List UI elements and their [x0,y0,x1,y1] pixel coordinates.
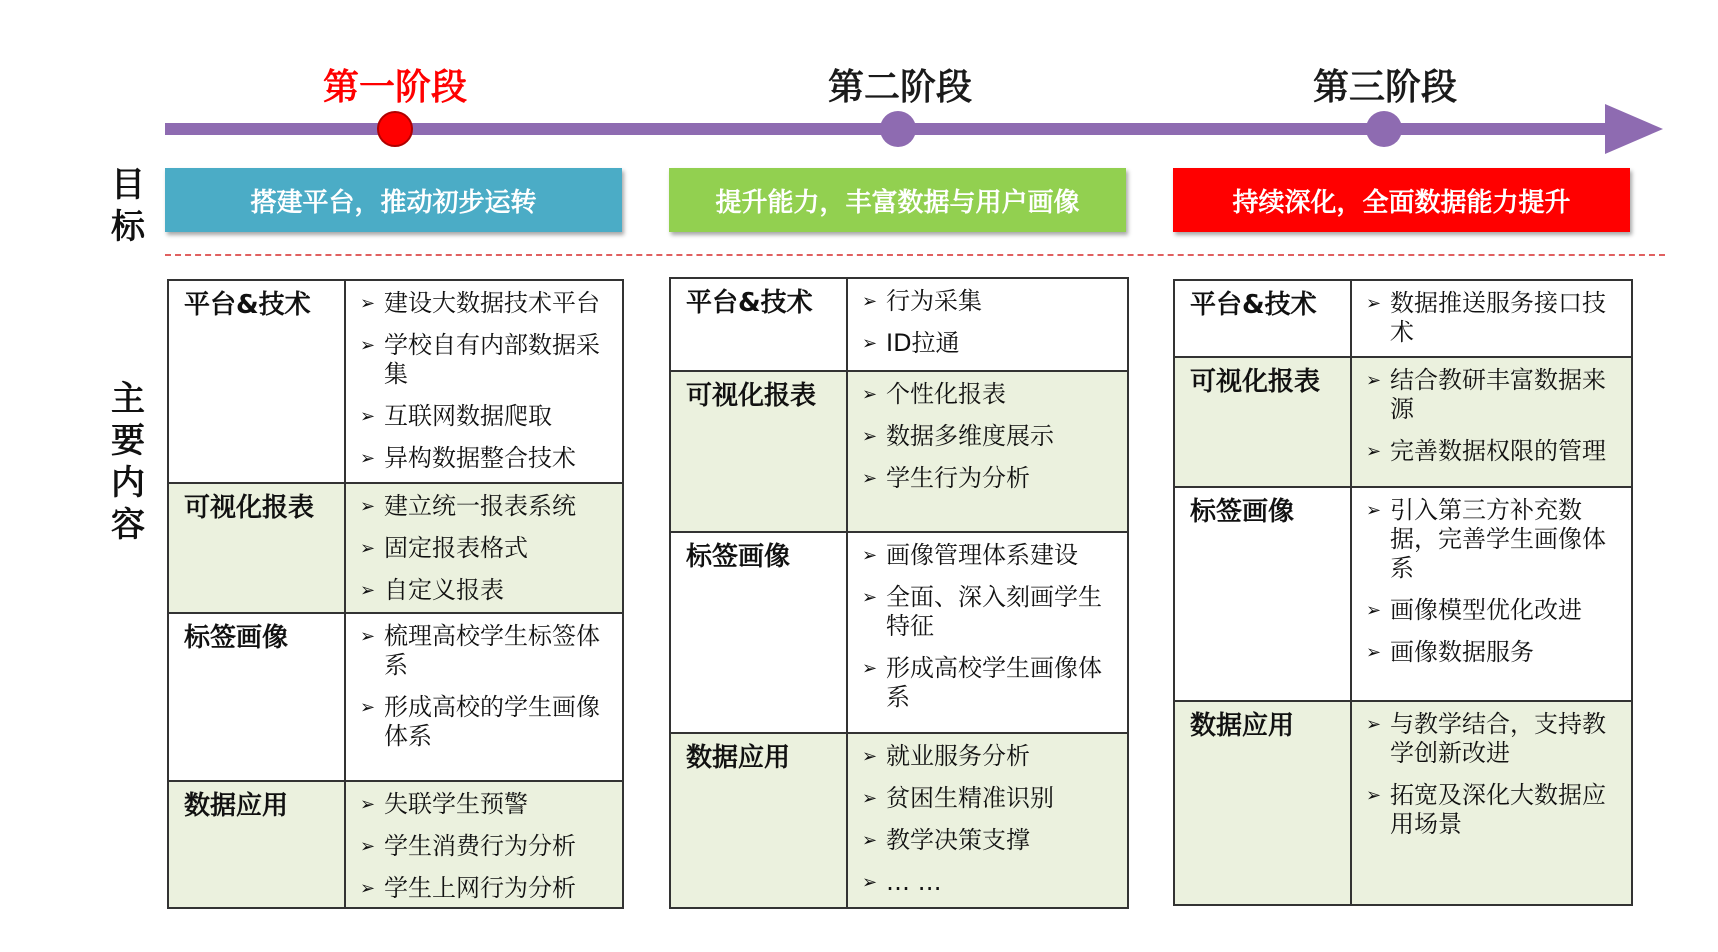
stage-1-label: 第一阶段 [322,67,467,108]
content-table-stage-2 [669,277,1129,909]
list-item: ➢ 异构数据整合技术 [362,444,612,473]
row-category: 标签画像 [671,533,848,732]
list-item: ➢ 画像管理体系建设 [864,541,1117,570]
table-row [169,482,622,612]
row-category: 数据应用 [671,734,848,907]
dashed-divider [165,254,1665,256]
row-category: 数据应用 [1175,702,1352,904]
list-item: ➢ 失联学生预警 [362,790,612,819]
content-table-stage-3 [1173,279,1633,906]
table-row [1175,356,1631,486]
content-table-stage-1 [167,279,624,909]
row-items [848,279,1127,370]
row-items [346,782,622,907]
list-item: ➢ 拓宽及深化大数据应用场景 [1368,781,1621,839]
table-row [1175,700,1631,904]
row-items [1352,281,1631,356]
list-item: ➢ 画像数据服务 [1368,638,1621,667]
row-items [1352,358,1631,486]
table-row [169,612,622,780]
list-item: ➢ 梳理高校学生标签体系 [362,622,612,680]
list-item: ➢ 形成高校学生画像体系 [864,654,1117,712]
row-category: 可视化报表 [671,372,848,531]
row-items [346,614,622,780]
stage-3-label: 第三阶段 [1312,67,1457,108]
list-item: ➢ 学生上网行为分析 [362,874,612,903]
goal-banner-stage-1: 搭建平台，推动初步运转 [165,168,622,232]
table-row [169,281,622,482]
row-items [1352,702,1631,904]
list-item: ➢ 行为采集 [864,287,1117,316]
row-items [848,372,1127,531]
list-item: ➢ 贫困生精准识别 [864,784,1117,813]
row-category: 可视化报表 [169,484,346,612]
content-side-label: 主要内容 [111,379,145,545]
table-row [1175,281,1631,356]
row-items [1352,488,1631,700]
list-item: ➢ 引入第三方补充数据，完善学生画像体系 [1368,496,1621,583]
list-item: ➢ … … [864,868,1117,897]
row-category: 标签画像 [169,614,346,780]
list-item: ➢ 数据推送服务接口技术 [1368,289,1621,347]
list-item: ➢ 画像模型优化改进 [1368,596,1621,625]
table-row [671,370,1127,531]
list-item: ➢ 全面、深入刻画学生特征 [864,583,1117,641]
list-item: ➢ 学生消费行为分析 [362,832,612,861]
row-items [848,734,1127,907]
row-items [346,484,622,612]
stage-2-node [880,111,916,147]
list-item: ➢ 形成高校的学生画像体系 [362,693,612,751]
row-items [346,281,622,482]
list-item: ➢ 互联网数据爬取 [362,402,612,431]
list-item: ➢ 建立统一报表系统 [362,492,612,521]
list-item: ➢ 个性化报表 [864,380,1117,409]
row-category: 可视化报表 [1175,358,1352,486]
row-category: 平台&技术 [671,279,848,370]
list-item: ➢ 与教学结合，支持教学创新改进 [1368,710,1621,768]
list-item: ➢ 固定报表格式 [362,534,612,563]
row-items [848,533,1127,732]
row-category: 数据应用 [169,782,346,907]
table-row [169,780,622,907]
table-row [671,279,1127,370]
row-category: 标签画像 [1175,488,1352,700]
list-item: ➢ ID拉通 [864,329,1117,358]
timeline-arrowhead [1605,104,1663,154]
goal-banner-stage-3: 持续深化，全面数据能力提升 [1173,168,1630,232]
table-row [671,531,1127,732]
list-item: ➢ 学校自有内部数据采集 [362,331,612,389]
row-category: 平台&技术 [1175,281,1352,356]
goal-side-label: 目标 [111,165,145,247]
list-item: ➢ 建设大数据技术平台 [362,289,612,318]
list-item: ➢ 结合教研丰富数据来源 [1368,366,1621,424]
stage-2-label: 第二阶段 [827,67,972,108]
stage-3-node [1366,111,1402,147]
table-row [1175,486,1631,700]
list-item: ➢ 完善数据权限的管理 [1368,437,1621,466]
row-category: 平台&技术 [169,281,346,482]
stage-1-node [377,111,413,147]
goal-banner-stage-2: 提升能力，丰富数据与用户画像 [669,168,1126,232]
list-item: ➢ 就业服务分析 [864,742,1117,771]
list-item: ➢ 学生行为分析 [864,464,1117,493]
list-item: ➢ 自定义报表 [362,576,612,605]
list-item: ➢ 教学决策支撑 [864,826,1117,855]
table-row [671,732,1127,907]
list-item: ➢ 数据多维度展示 [864,422,1117,451]
